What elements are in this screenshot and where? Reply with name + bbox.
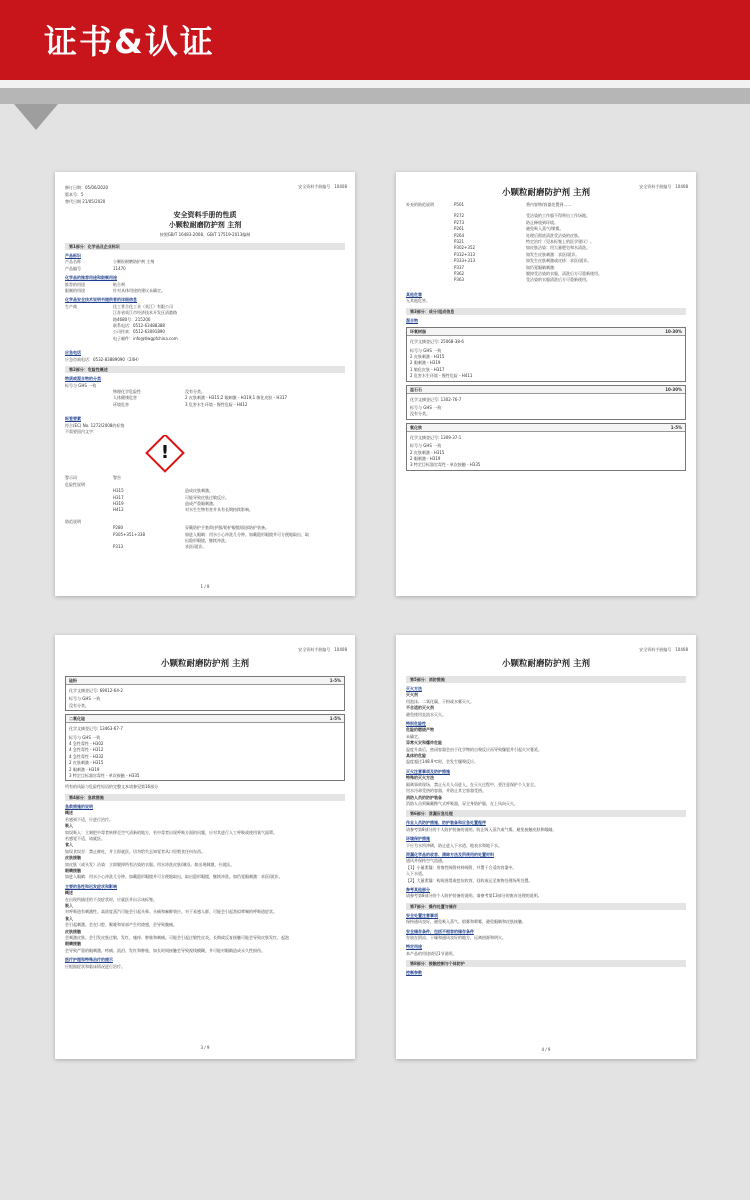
field-row (406, 277, 686, 283)
meta-line: 修订日期：05/06/2020 (65, 185, 109, 190)
text-line: 本产品的用途请见1节说明。 (406, 950, 457, 956)
text-line: 若感觉不适，请就医。 (65, 835, 105, 841)
subsection-heading: 控制参数 (406, 970, 422, 976)
field-value: 电子邮件：info@tlwgpfchina.com (113, 335, 178, 341)
subsection-heading: 灭火注意事项及防护措施 (406, 768, 450, 774)
subsection-heading: 物质或混合物的分类 (65, 376, 101, 382)
section-heading: 第1部分：化学品及企业标识 (65, 243, 345, 250)
component-line: 2 眼刺激 - H319 (410, 455, 441, 461)
page2-content (406, 202, 686, 474)
field-code: P273 (454, 219, 465, 225)
sds-number: 安全资料手册编号 10408 (298, 647, 347, 652)
text-line: 保持通风良好，避免吸入蒸气、烟雾和喷雾，避免眼睛和皮肤接触。 (406, 919, 526, 925)
subsection-heading: 特别危险性 (406, 721, 426, 727)
subsection-heading: 作业人员防护措施、防护装备和应急处置程序 (406, 820, 486, 826)
field-label: 产品编号 (65, 265, 81, 271)
field-row (65, 336, 345, 342)
label-line: 食入 (65, 915, 73, 921)
label-line: 眼睛接触 (65, 941, 81, 947)
field-row (65, 544, 345, 550)
component-percentage: 1-5% (670, 424, 682, 430)
component-line: 化学文摘登记号: 1309-37-1 (410, 434, 462, 440)
field-value: 造成严重眼刺激。 (185, 500, 217, 506)
text-line: 如皮肤（或头发）沾染：立即脱掉所有沾染的衣服。用水冲洗皮肤/淋浴。如出现刺激，应就医。 (65, 861, 235, 867)
label-line: 灭火剂 (406, 692, 418, 698)
page4-title: 小颗粒耐磨防护剂 主剂 (502, 659, 590, 669)
page1-title-line1: 安全资料手册的性质 (173, 211, 237, 219)
field-value: 2 皮肤刺激 - H315;2 眼刺激 - H319;1 敏化皮肤 - H317 (185, 395, 288, 401)
label-line: 概述 (65, 890, 73, 896)
component-line: 没有分类。 (69, 702, 89, 708)
component-line: 2 皮肤刺激 - H315 (69, 760, 104, 766)
field-value: 出隐形眼镜，继续冲洗。 (185, 538, 229, 543)
field-value: 将内容物/容器处置到…… (526, 202, 572, 207)
document-page-4 (396, 635, 696, 1059)
label-line: 特殊的灭火方法 (406, 775, 434, 781)
field-value: 路4680号：215200 (113, 316, 151, 322)
component-line: 标号与 GHS 一致 (69, 734, 101, 740)
page1-title-line2: 小颗粒耐磨防护剂 主剂 (168, 221, 242, 229)
banner-band (0, 88, 750, 104)
page1-standard: 按照GB/T 16483-2008、GB/T 17519-2013编制 (159, 232, 251, 237)
field-code: H319 (113, 500, 124, 506)
text-line: 会引起刺激，会在口腔、喉咙和胃部产生灼烧感，会导致腹痛。 (65, 922, 177, 928)
component-header (407, 386, 685, 394)
field-code: P332+313 (454, 251, 476, 257)
text-line: 应急咨询电话：0532-83889090（24H） (65, 356, 142, 362)
subsection-heading: 产品标识 (65, 253, 81, 258)
field-value: 受沾染的工作服不得带出工作场地。 (526, 213, 590, 219)
subsection-heading: 混合物 (406, 317, 418, 323)
component-line: 2 皮肤刺激 - H315 (410, 353, 445, 359)
field-label (406, 277, 454, 283)
document-page-1 (55, 172, 355, 596)
field-value: 可能导致皮肤过敏反应。 (185, 494, 229, 500)
field-value: 联系电话：0512-63488388 (113, 323, 165, 329)
field-code: 物理化学危险性 (113, 388, 141, 394)
component-line: 4 急性毒性 - H302 (69, 741, 104, 747)
field-value: 3 危害水生环境 - 慢性危险 - H412 (185, 401, 248, 407)
section-heading: 第8部分：接触控制与个体防护 (406, 960, 686, 967)
ghs-pictogram (65, 435, 345, 475)
text-line: 用泡沫、二氧化碳、干粉或水雾灭火。 (406, 698, 474, 704)
page-footer: 3 / 9 (200, 1045, 210, 1050)
field-value: 脱掉受沾染的衣服，清洗后方可重新使用。 (526, 271, 602, 277)
text-line: 不应为水所冲刷，防止进入下水道、地表水和地下水。 (406, 842, 502, 848)
field-row (65, 288, 345, 294)
field-label: 限制的用途 (65, 288, 85, 294)
component-header (407, 328, 685, 336)
component-box (406, 385, 686, 420)
field-code: H317 (113, 494, 124, 500)
field-value: 针对具体用途的建议未确定。 (113, 288, 165, 294)
spacer (65, 342, 345, 347)
field-value: 处理后彻底清洗受沾染的皮肤。 (526, 232, 582, 238)
document-page-3 (55, 635, 355, 1059)
text-line: 避免使用直流水灭火。 (406, 711, 446, 717)
field-value: 特定治疗（见本标签上的医学建议）。 (526, 239, 594, 245)
field-value: 如发生皮肤刺激或皮疹：求医/就诊。 (526, 258, 592, 264)
field-value: 避免吸入蒸气/喷雾。 (526, 226, 564, 232)
field-label (65, 544, 113, 550)
component-body (407, 432, 685, 470)
field-value: 如皮肤沾染：用大量肥皂和水清洗。 (526, 245, 590, 251)
component-box (65, 676, 345, 711)
field-label: 生产商 (65, 303, 77, 309)
field-value: 粘合剂 (113, 281, 125, 287)
field-code: 人体健康危害 (113, 395, 137, 401)
subsection-heading: 标签要素 (65, 416, 81, 422)
sds-number: 安全资料手册编号 10408 (639, 647, 688, 652)
sds-number: 安全资料手册编号 10408 (298, 184, 347, 189)
text-line: 【2】大量泄漏：构筑围堤或挖坑收容，回收或运至废物处理场所处置。 (406, 877, 533, 883)
page1-meta (65, 184, 108, 205)
field-value: 如仍觉眼睛刺激： (526, 264, 558, 270)
field-label (65, 402, 113, 408)
meta-line: 版本号：5 (65, 192, 84, 197)
subsection-heading: 参考其他部分 (406, 886, 430, 892)
component-line: 化学文摘登记号: 13463-67-7 (69, 726, 123, 732)
label-line: 危险的燃烧产物 (406, 727, 434, 733)
label-line: 消防人员的防护装备 (406, 794, 442, 800)
section-heading: 第6部分：泄漏应急处理 (406, 810, 686, 817)
banner-stripe (0, 80, 750, 88)
subsection-heading: 医疗护理和特殊治疗的提示 (65, 957, 113, 963)
field-code: P337 (454, 264, 465, 270)
subsection-heading: 化学品安全技术说明书提供者的详细信息 (65, 297, 137, 303)
meta-line: 替代日期 21/05/2020 (65, 199, 106, 204)
field-code: P261 (454, 226, 465, 232)
field-label: 推荐的用途 (65, 281, 85, 287)
page-footer: 1 / 9 (200, 584, 210, 589)
text-line: 如进入眼睛：用水小心冲洗几分钟。如戴隐形眼镜并可方便地取出，取出隐形眼镜，继续冲洗。如仍觉眼刺激：求医/就诊。 (65, 874, 283, 880)
field-code: P333+313 (454, 258, 476, 264)
subsection-heading: 安全处置注意事项 (406, 912, 438, 918)
field-code: P272 (454, 213, 465, 219)
page2-title: 小颗粒耐磨防护剂 主剂 (502, 188, 590, 198)
subsection-heading: 泄漏化学品的收容、清除方法及所使用的处置材料 (406, 851, 494, 857)
component-line: 化学文摘登记号: 1302-76-7 (410, 396, 462, 402)
text-line: 不需要国内文字： (65, 428, 97, 434)
component-percentage: 10-30% (665, 386, 682, 392)
text-line: 通风并保持空气流通。 (406, 858, 446, 864)
field-value: 如进入眼睛：用水小心冲洗几分钟。如戴隐形眼镜并可方便地取出，取 (185, 531, 309, 537)
text-line: 请参考第8部分的个人防护装备的说明。防止吸入蒸汽或气雾。避免接触皮肤和眼睛。 (406, 826, 557, 832)
subsection-heading: 环境保护措施 (406, 836, 430, 842)
field-label: 防范说明 (65, 518, 81, 524)
component-name: 氧化铁 (410, 424, 422, 430)
field-code: 警告 (113, 475, 121, 481)
component-line: 化学文摘登记号: 25068-38-6 (410, 339, 464, 345)
header-banner (0, 0, 750, 80)
component-line: 3 特定目标器官毒性 - 单次接触 - H335 (410, 462, 481, 468)
page4-content (406, 673, 686, 977)
field-row (65, 507, 345, 513)
page-footer: 4 / 9 (541, 1047, 551, 1052)
field-row (65, 402, 345, 408)
component-name: 环氧树脂 (410, 329, 426, 335)
banner-title: 证书&认证 (44, 22, 215, 61)
component-line: 4 急性毒性 - H332 (69, 753, 104, 759)
field-value: 佳工普合化工业（英江）有限公司 (113, 303, 173, 309)
field-value: 江苏省英江市经济技术开发区清港路 (113, 310, 177, 316)
field-row (65, 266, 345, 272)
field-label: 危险性说明 (65, 481, 85, 487)
component-body (66, 685, 344, 710)
field-row (406, 202, 686, 208)
component-line: 1 敏化皮肤 - H317 (410, 366, 445, 372)
subsection-heading: 其他危害 (406, 291, 422, 297)
component-line: 标号与 GHS 一致 (410, 443, 442, 449)
text-line: 会刺激皮肤。会引发皮肤过敏，发红、瘙痒、肿胀和刺痛。可能会引起过敏性皮炎。长期或反复接触可能会导致皮肤发红、起泡 (65, 935, 289, 940)
field-code: H315 (113, 488, 124, 494)
component-line: 标号与 GHS 一致 (69, 696, 101, 702)
component-line: 化学文摘登记号: 69012-64-2 (69, 688, 123, 693)
text-line: 在出现所描述的不良症状时，应就医并出示该标签。 (65, 896, 157, 902)
field-label: 补充的防范说明 (406, 202, 434, 207)
field-value: 求医/就诊。 (185, 544, 207, 550)
subsection-heading: 应急电话 (65, 350, 81, 356)
banner-triangle-decoration (14, 104, 58, 130)
text-line: 未确定。 (406, 733, 422, 739)
component-percentage: 1-5% (329, 716, 341, 722)
field-value: 对水生生物有害并具有长期持续影响。 (185, 507, 253, 513)
subsection-heading: 特定用途 (406, 944, 422, 950)
section-heading: 第3部分：成分/组成信息 (406, 308, 686, 315)
field-code: H412 (113, 507, 124, 513)
component-body (407, 336, 685, 380)
field-code: P363 (454, 277, 465, 283)
component-name: 二氧化硅 (69, 716, 85, 722)
component-body (66, 723, 344, 780)
text-line: 隔离事故现场，禁止无关人员进入。在灭火过程中，要注意保护个人安全。 (406, 781, 538, 787)
text-line: 无其他危害。 (406, 298, 430, 304)
component-box (406, 423, 686, 471)
component-line: 2 皮肤刺激 - H315 (410, 449, 445, 455)
text-line: 用水冷却受热的容器，并防止其它容器受热。 (406, 788, 486, 794)
text-line: 应根据症状和临床情况进行治疗。 (65, 963, 125, 969)
field-label: 产品名称 (65, 259, 81, 265)
field-code: P302+352 (454, 245, 476, 251)
field-value: 公司传真：0512-63091890 (113, 329, 165, 335)
field-code: P321 (454, 239, 465, 245)
subsection-heading: 化学品的推荐用途和限制用途 (65, 275, 117, 281)
component-line: 标号与 GHS 一致 (410, 404, 442, 410)
component-line: 4 急性毒性 - H312 (69, 747, 104, 753)
component-header (66, 677, 344, 685)
text-line: 如误吸入：立刻把中毒者转移至空气清新的地方，若中毒者出现呼吸方面的问题，应对其进行人工呼吸或使用氧气面罩。 (65, 829, 277, 835)
label-line: 概述 (65, 810, 73, 816)
text-line: 所有的风险与危险性短语的完整文本请参见第16部分 (65, 784, 159, 790)
field-code: P305+351+338 (113, 531, 146, 537)
component-line: 2 眼刺激 - H319 (69, 766, 100, 772)
document-page-2 (396, 172, 696, 596)
component-line: 标号与 GHS 一致 (410, 347, 442, 353)
section-heading: 第4部分：急救措施 (65, 794, 345, 801)
component-header (66, 715, 344, 723)
text-line: 符合(EC) No. 1272/2008的标签 (65, 422, 125, 428)
field-value: 没有分类。 (185, 388, 205, 394)
subsection-heading: 灭火方法 (406, 686, 422, 691)
field-value: 小颗粒耐磨防护剂 主剂 (113, 259, 155, 265)
text-line: 请参考第8部分的个人防护装备的说明。请参考第13部分的废弃处理的说明。 (406, 893, 542, 899)
text-line: 温度超过148.9℃时，会发生爆聚反应。 (406, 759, 478, 765)
field-label (65, 336, 113, 342)
subsection-heading: 急救措施的说明 (65, 803, 93, 809)
component-percentage: 1-5% (329, 678, 341, 683)
field-code: 环境危害 (113, 401, 129, 407)
subsection-heading: 安全储存条件，包括不相容的储存条件 (406, 928, 474, 934)
field-label: 警示词 (65, 475, 77, 481)
section-heading: 第5部分：消防措施 (406, 676, 686, 683)
section-heading: 第2部分：危险性概述 (65, 366, 345, 373)
text-line: 【1】小量泄漏：用惰性吸附材料吸附，并置于合适的容器中。 (406, 864, 517, 870)
text-line: 存放在阴凉、干燥和通风良好的地方，远离热源和明火。 (406, 935, 506, 940)
component-header (407, 424, 685, 432)
field-label (65, 507, 113, 513)
label-line: 吸入 (65, 902, 73, 908)
component-name: 硅粉 (69, 678, 77, 683)
field-value: 造成皮肤刺激。 (185, 488, 213, 494)
field-code: P264 (454, 232, 465, 238)
label-line: 具体的危险 (406, 753, 426, 759)
field-code: P313 (113, 544, 124, 550)
text-line: 消防人员须佩戴携气式呼吸器，穿全身防护服，在上风向灭火。 (406, 800, 518, 806)
label-line: 眼睛接触 (65, 867, 81, 873)
component-box (65, 714, 345, 781)
subsection-heading: 主要的急性和迟发症状和影响 (65, 883, 117, 889)
field-code: P501 (454, 202, 465, 207)
label-line: 异常火灾和爆炸危险 (406, 740, 442, 746)
component-line: 2 危害水生环境 - 慢性危险 - H411 (410, 373, 473, 379)
exclamation-icon: ! (160, 442, 170, 464)
field-value: 11470 (113, 265, 126, 271)
spacer (65, 408, 345, 413)
spacer (406, 284, 686, 289)
field-label: 标号与 GHS 一致 (65, 382, 97, 388)
label-line: 皮肤接触 (65, 855, 81, 861)
text-line: 温度升高后，密闭容器会由于化学物的自聚反应而导致爆裂并引起火灾蔓延。 (406, 746, 542, 752)
field-code: P280 (113, 525, 124, 531)
page1-content (65, 240, 345, 551)
field-code: P362 (454, 271, 465, 277)
page3-title: 小颗粒耐磨防护剂 主剂 (161, 659, 249, 669)
text-line: 会导致严重的眼刺激，疼痛、流泪、发红和肿胀，如长时间接触会导致视线模糊，并可能对眼睛造成永久性损伤。 (65, 947, 265, 953)
component-percentage: 10-30% (665, 329, 682, 335)
component-body (407, 394, 685, 419)
page3-content (65, 673, 345, 970)
component-line: 3 特定目标器官毒性 - 单次接触 - H335 (69, 773, 140, 779)
label-line: 食入 (65, 842, 73, 848)
sds-number: 安全资料手册编号 10408 (639, 184, 688, 189)
text-line: 对呼吸道有刺激性。高浓度蒸汽可能会引起头晕、头痛和麻醉效应。对于易感人群，可能会引起类似哮喘的呼吸道症状。 (65, 909, 277, 915)
label-line: 皮肤接触 (65, 928, 81, 934)
section-heading: 第7部分：操作处置与储存 (406, 903, 686, 910)
label-line: 不合适的灭火剂 (406, 705, 434, 711)
component-name: 温石石 (410, 386, 422, 392)
text-line: 入下水道。 (406, 871, 426, 877)
field-value: 穿戴防护手套/防护服/防护眼镜/面部防护装备。 (185, 525, 270, 531)
field-value: 如发生皮肤刺激：求医/就诊。 (526, 251, 580, 257)
field-value: 受沾染的衣服清洗后方可重新使用。 (526, 277, 590, 283)
field-value: 防止释放到环境。 (526, 219, 558, 225)
component-line: 没有分类。 (410, 411, 430, 417)
component-box (406, 327, 686, 381)
label-line: 吸入 (65, 823, 73, 829)
text-line: 若感到不适，应进行治疗。 (65, 816, 113, 822)
component-line: 2 眼刺激 - H319 (410, 360, 441, 366)
text-line: 如误食误吞：禁止催吐，并立即就医。切勿给失去知觉者从口里喂食任何东西。 (65, 848, 205, 854)
